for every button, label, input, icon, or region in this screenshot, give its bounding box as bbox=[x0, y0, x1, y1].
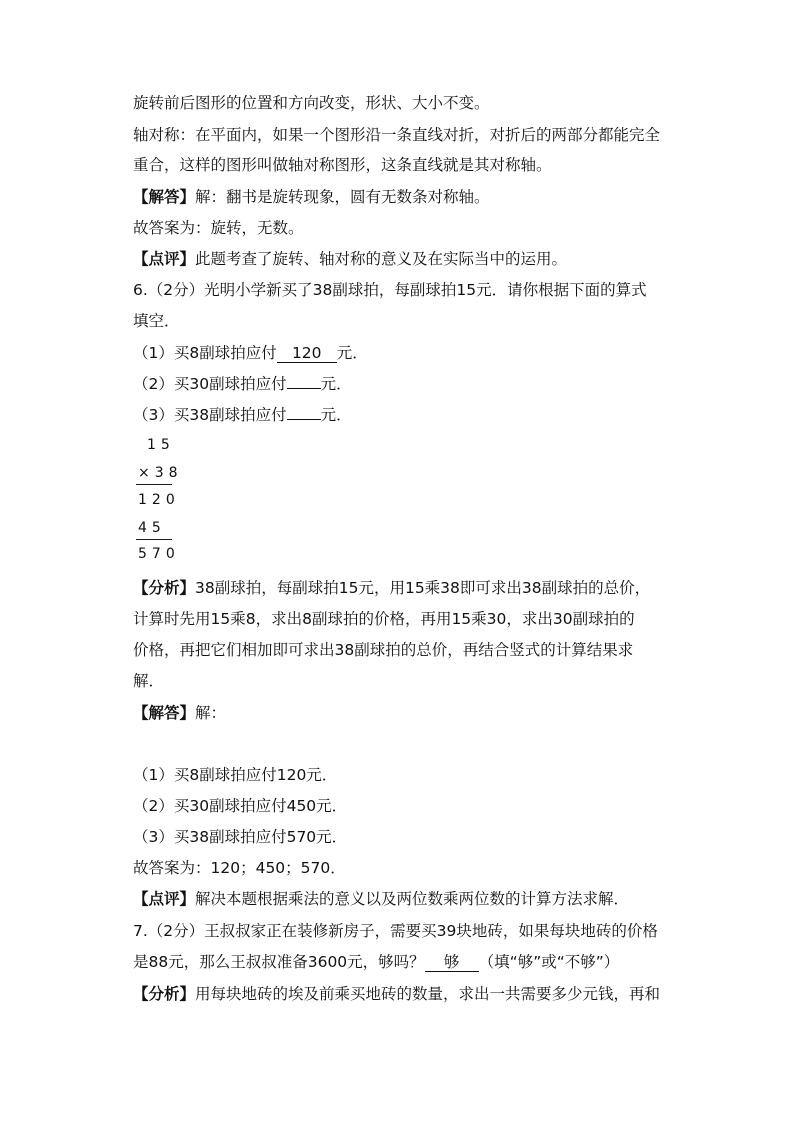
sub-question-text: （3）买38副球拍应付 bbox=[133, 406, 287, 424]
review-text: 解决本题根据乘法的意义以及两位数乘两位数的计算方法求解． bbox=[195, 890, 630, 908]
q6-sub-question-2 bbox=[133, 374, 352, 394]
calc-rule bbox=[136, 539, 172, 540]
answer-text: 解： bbox=[195, 704, 227, 722]
unit-text: 元． bbox=[320, 375, 352, 393]
answer-text: 解：翻书是旋转现象，圆有无数条对称轴。 bbox=[195, 188, 490, 206]
q6-review bbox=[133, 889, 629, 909]
unit-text: 元． bbox=[320, 406, 352, 424]
review-text: 此题考查了旋转、轴对称的意义及在实际当中的运用。 bbox=[195, 250, 568, 268]
q6-sub-question-3 bbox=[133, 405, 352, 425]
stem-hint: （填“够”或“不够”） bbox=[478, 953, 620, 971]
unit-text: 元． bbox=[336, 344, 368, 362]
q6-answer-2: （2）买30副球拍应付450元． bbox=[133, 797, 348, 815]
calc-rule bbox=[136, 484, 172, 485]
q6-analysis-line-2: 计算时先用15乘8，求出8副球拍的价格，再用15乘30，求出30副球拍的 bbox=[133, 610, 635, 628]
q6-analysis-line-1 bbox=[133, 578, 650, 598]
q6-stem-line-2: 填空． bbox=[133, 312, 180, 330]
q6-sub-question-1 bbox=[133, 343, 368, 363]
q6-stem-line-1: 6.（2分）光明小学新买了38副球拍，每副球拍15元．请你根据下面的算式 bbox=[133, 281, 647, 299]
intro-line-1: 旋转前后图形的位置和方向改变，形状、大小不变。 bbox=[133, 94, 490, 112]
q6-analysis-line-3: 价格，再把它们相加即可求出38副球拍的总价，再结合竖式的计算结果求 bbox=[133, 641, 634, 659]
multiplier: ×38 bbox=[138, 465, 183, 481]
q5-review bbox=[133, 249, 567, 269]
q6-final-answer: 故答案为：120；450；570． bbox=[133, 859, 346, 877]
q5-answer bbox=[133, 187, 490, 207]
q7-stem-line-1: 7.（2分）王叔叔家正在装修新房子，需要买39块地砖，如果每块地砖的价格 bbox=[133, 922, 658, 940]
partial-product-2: 45 bbox=[138, 520, 166, 536]
multiplicand: 15 bbox=[147, 437, 175, 453]
analysis-text: 用每块地砖的埃及前乘买地砖的数量，求出一共需要多少元钱，再和 bbox=[195, 985, 661, 1003]
answer-blank: 120 bbox=[277, 344, 337, 363]
q6-answer-1: （1）买8副球拍应付120元． bbox=[133, 766, 338, 784]
q5-final-answer: 故答案为：旋转，无数。 bbox=[133, 219, 304, 237]
q7-stem-line-2 bbox=[133, 952, 619, 972]
review-tag: 【点评】 bbox=[133, 250, 196, 268]
answer-blank: 够 bbox=[425, 953, 479, 972]
partial-product-1: 120 bbox=[138, 492, 180, 508]
q6-answer bbox=[133, 703, 226, 723]
sub-question-text: （2）买30副球拍应付 bbox=[133, 375, 287, 393]
stem-text: 是88元，那么王叔叔准备3600元，够吗？ bbox=[133, 953, 425, 971]
q6-analysis-line-4: 解． bbox=[133, 672, 165, 690]
analysis-text: 38副球拍，每副球拍15元，用15乘38即可求出38副球拍的总价， bbox=[195, 579, 651, 597]
intro-line-2: 轴对称：在平面内，如果一个图形沿一条直线对折，对折后的两部分都能完全 bbox=[133, 126, 661, 144]
analysis-tag: 【分析】 bbox=[133, 579, 196, 597]
answer-blank bbox=[287, 388, 321, 389]
q7-analysis bbox=[133, 984, 660, 1004]
sub-question-text: （1）买8副球拍应付 bbox=[133, 344, 277, 362]
analysis-tag: 【分析】 bbox=[133, 985, 196, 1003]
product: 570 bbox=[138, 546, 180, 562]
q6-answer-3: （3）买38副球拍应付570元． bbox=[133, 828, 348, 846]
review-tag: 【点评】 bbox=[133, 890, 196, 908]
intro-line-3: 重合，这样的图形叫做轴对称图形，这条直线就是其对称轴。 bbox=[133, 156, 552, 174]
answer-tag: 【解答】 bbox=[133, 188, 196, 206]
answer-tag: 【解答】 bbox=[133, 704, 196, 722]
answer-blank bbox=[287, 419, 321, 420]
